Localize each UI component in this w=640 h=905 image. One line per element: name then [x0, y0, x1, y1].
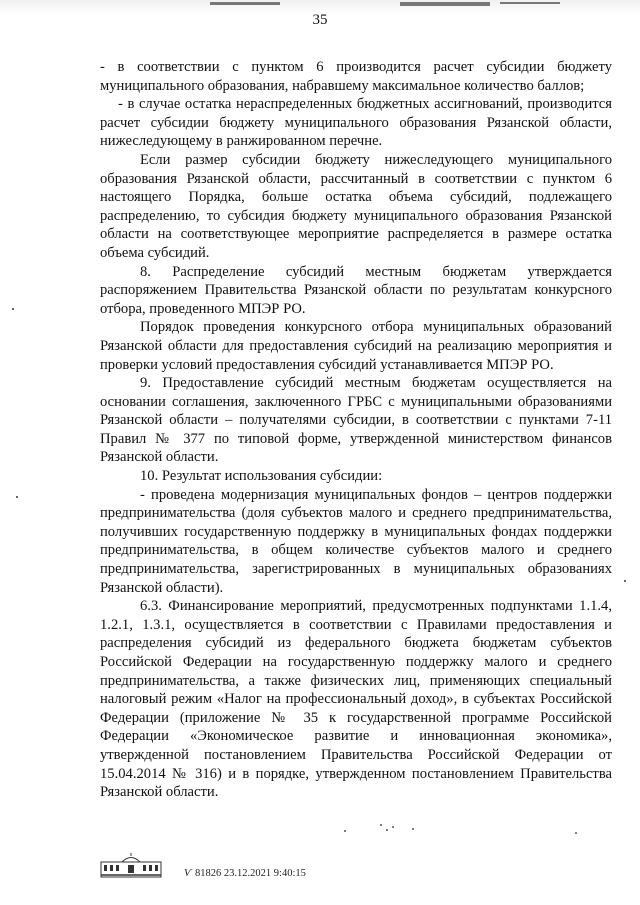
document-body — [100, 58, 612, 802]
scan-speck — [380, 824, 382, 826]
paragraph: 6.3. Финансирование мероприятий, предусмотренных подпунктами 1.1.4, 1.2.1, 1.3.1, осуществляется в соответствии с Правилами предоставления и распределения субсидий из федерального бюджета бюджетам субъектов Российской Федерации на государственную поддержку малого и среднего предпринимательства, а также физических лиц, применяющих специальный налоговый режим «Налог на профессиональный доход», в субъектах Российской Федерации (приложение № 35 к государственной программе Российской Федерации «Экономическое развитие и инновационная экономика», утвержденной постановлением Правительства Российской Федерации от 15.04.2014 № 316) и в порядке, утвержденном постановлением Правительства Рязанской области. — [100, 598, 612, 801]
paragraph: - в соответствии с пунктом 6 производится расчет субсидии бюджету муниципального образования, набравшему максимальное количество баллов; — [100, 59, 612, 94]
page-number: 35 — [312, 12, 328, 28]
paragraph: Если размер субсидии бюджету нижеследующего муниципального образования Рязанской области, рассчитанный в соответствии с пунктом 6 настоящего Порядка, больше остатка объема субсидий, подлежащего распределению, то субсидия бюджету муниципального образования Рязанской области на соответствующее мероприятие распределяется в размере остатка объема субсидий. — [100, 151, 612, 261]
scan-speck — [412, 828, 414, 830]
scan-artifact — [400, 2, 490, 6]
document-code — [184, 868, 306, 879]
building-logo-icon — [100, 852, 162, 880]
paragraph: - в случае остатка нераспределенных бюджетных ассигнований, производится расчет субсидии бюджету муниципального образования Рязанской области, нижеследующему в ранжированном перечне. — [100, 96, 612, 150]
paragraph: 8. Распределение субсидий местным бюджетам утверждается распоряжением Правительства Рязанской области по результатам конкурсного отбора, проведенного МПЭР РО. — [100, 263, 612, 317]
scan-speck — [344, 830, 346, 832]
paragraph: Порядок проведения конкурсного отбора муниципальных образований Рязанской области для предоставления субсидий на реализацию мероприятия и проверки условий предоставления субсидий устанавливается МПЭР РО. — [100, 319, 612, 373]
footer — [100, 852, 600, 882]
scan-speck — [575, 832, 577, 834]
paragraph: 10. Результат использования субсидии: — [140, 468, 383, 485]
scan-specks — [340, 820, 590, 840]
scan-speck — [392, 826, 394, 828]
code-value: 81826 23.12.2021 9:40:15 — [195, 868, 306, 879]
scan-artifact — [210, 2, 280, 5]
scan-speck — [624, 580, 626, 582]
paragraph: 9. Предоставление субсидий местным бюджетам осуществляется на основании соглашения, заключенного ГРБС с муниципальными образованиями Рязанской области – получателями субсидии, в соответствии с пунктами 7-11 Правил № 377 по типовой форме, утвержденной министерством финансов Рязанской области. — [100, 375, 612, 466]
scan-artifact — [500, 2, 560, 4]
scan-speck — [12, 308, 14, 310]
scan-speck — [16, 496, 18, 498]
code-symbol: Ѵ — [184, 868, 192, 879]
paragraph: - проведена модернизация муниципальных фондов – центров поддержки предпринимательства (доля субъектов малого и среднего предпринимательства, получивших государственную поддержку в муниципальных фондах поддержки предпринимательства, в общем количестве субъектов малого и среднего предпринимательства, зарегистрированных в муниципальных образованиях Рязанской области). — [100, 486, 612, 596]
scan-speck — [386, 829, 388, 831]
